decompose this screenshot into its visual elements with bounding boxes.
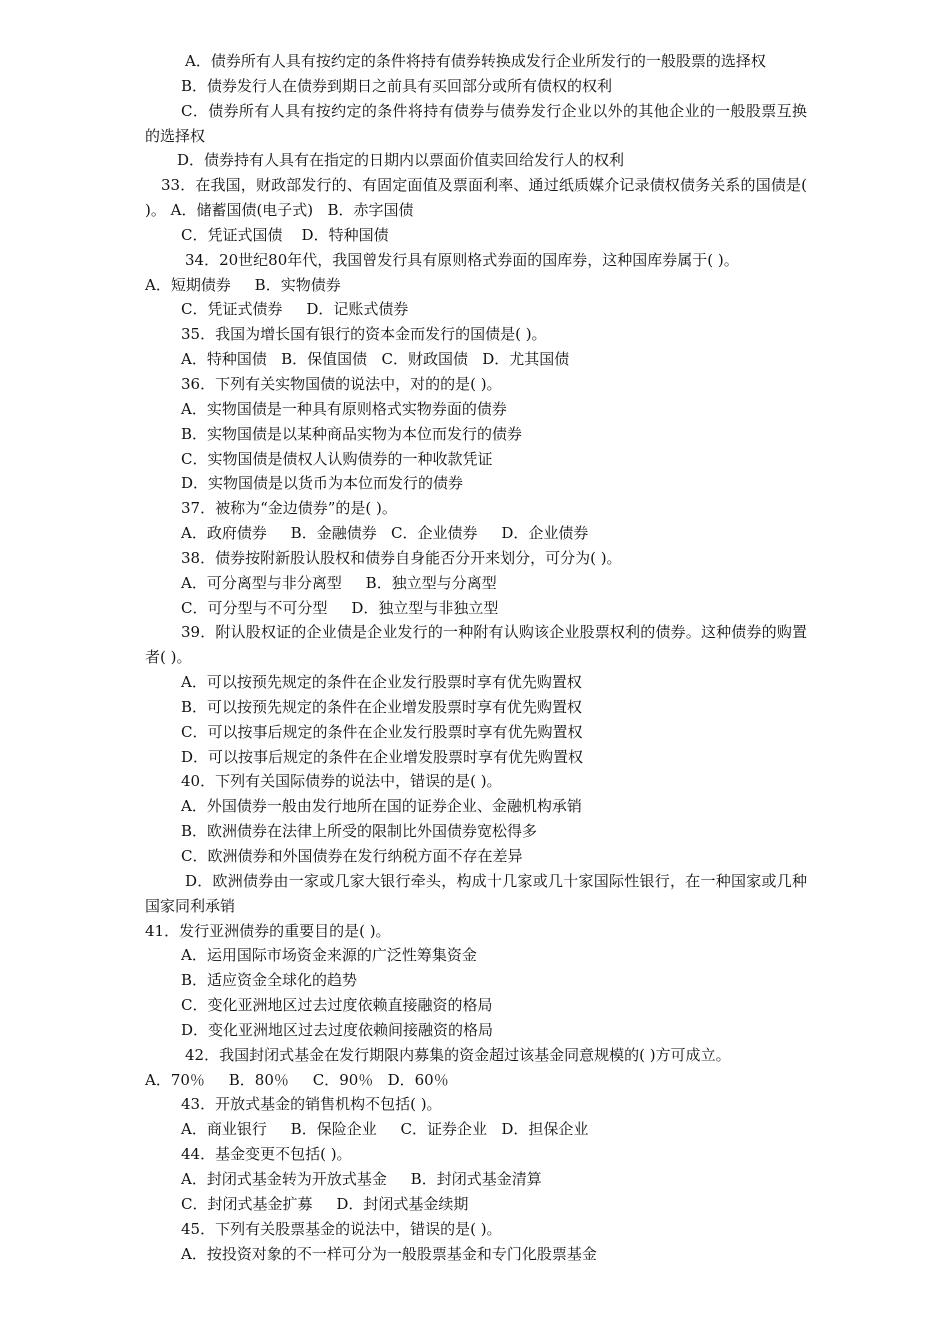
option-line: C．可分型与不可分型 D．独立型与非独立型 [181,598,499,617]
option-line: A．短期债券 B．实物债券 [145,275,341,294]
question-line: 42．我国封闭式基金在发行期限内募集的资金超过该基金同意规模的( )方可成立。 [185,1045,731,1064]
question-line: 36．下列有关实物国债的说法中，对的的是( )。 [181,374,502,393]
option-line: B．债券发行人在债券到期日之前具有买回部分或所有债权的权利 [181,76,613,95]
question-line: 40．下列有关国际债券的说法中，错误的是( )。 [181,772,502,791]
option-line: B．可以按预先规定的条件在企业增发股票时享有优先购置权 [181,697,583,716]
option-line: A．商业银行 B．保险企业 C．证券企业 D．担保企业 [181,1120,589,1139]
option-line: D．债券持有人具有在指定的日期内以票面价值卖回给发行人的权利 [177,151,625,170]
option-line: B．实物国债是以某种商品实物为本位而发行的债券 [181,424,523,443]
question-line: 45．下列有关股票基金的说法中，错误的是( )。 [181,1219,502,1238]
question-line: 35．我国为增长国有银行的资本金而发行的国债是( )。 [181,325,547,344]
option-line: C．债券所有人具有按约定的条件将持有债券与债券发行企业以外的其他企业的一般股票互换的选择权 [145,101,807,145]
option-line: A．实物国债是一种具有原则格式实物券面的债券 [181,399,507,418]
option-line: A．可以按预先规定的条件在企业发行股票时享有优先购置权 [181,673,582,692]
question-line: 33．在我国，财政部发行的、有固定面值及票面利率、通过纸质媒介记录债权债务关系的国债是( )。 A．储蓄国债(电子式) B．赤字国债 [145,176,812,220]
option-line: A．封闭式基金转为开放式基金 B．封闭式基金清算 [181,1169,542,1188]
option-line: A．政府债券 B．金融债券 C．企业债券 D．企业债券 [181,524,589,543]
option-line: C．变化亚洲地区过去过度依赖直接融资的格局 [181,996,493,1015]
question-line: 34．20世纪80年代，我国曾发行具有原则格式券面的国库券，这种国库券属于( )。 [185,250,739,269]
option-line: A．运用国际市场资金来源的广泛性筹集资金 [181,946,477,965]
question-line: 39．附认股权证的企业债是企业发行的一种附有认购该企业股票权利的债券。这种债券的购置者( )。 [145,623,807,667]
question-line: 38．债券按附新股认股权和债券自身能否分开来划分，可分为( )。 [181,548,622,567]
option-line: C．封闭式基金扩募 D．封闭式基金续期 [181,1194,469,1213]
option-line: D．欧洲债券由一家或几家大银行牵头，构成十几家或几十家国际性银行，在一种国家或几种国家同利承销 [145,871,807,915]
option-line: B．欧洲债券在法律上所受的限制比外国债券宽松得多 [181,822,538,841]
option-line: A．可分离型与非分离型 B．独立型与分离型 [181,573,497,592]
question-line: 41．发行亚洲债券的重要目的是( )。 [145,921,391,940]
option-line: A．债券所有人具有按约定的条件将持有债券转换成发行企业所发行的一般股票的选择权 [185,52,766,70]
option-line: A．外国债券一般由发行地所在国的证券企业、金融机构承销 [181,797,582,816]
option-line: A．特种国债 B．保值国债 C．财政国债 D．尤其国债 [181,350,570,369]
option-line: B．适应资金全球化的趋势 [181,971,358,990]
option-line: C．可以按事后规定的条件在企业发行股票时享有优先购置权 [181,722,583,741]
question-line: 37．被称为“金边债券”的是( )。 [181,499,397,518]
option-line: D．可以按事后规定的条件在企业增发股票时享有优先购置权 [181,747,584,766]
option-line: A．按投资对象的不一样可分为一般股票基金和专门化股票基金 [181,1244,597,1263]
option-line: D．实物国债是以货币为本位而发行的债券 [181,474,464,493]
question-text-body [145,49,812,1266]
question-line: 44．基金变更不包括( )。 [181,1145,352,1164]
option-line: C．凭证式国债 D．特种国债 [181,225,389,244]
question-line: 43．开放式基金的销售机构不包括( )。 [181,1095,442,1114]
option-line: C．欧洲债券和外国债券在发行纳税方面不存在差异 [181,847,523,865]
option-line: C．实物国债是债权人认购债券的一种收款凭证 [181,449,493,468]
option-line: D．变化亚洲地区过去过度依赖间接融资的格局 [181,1020,494,1039]
option-line: A．70％ B．80％ C．90％ D．60％ [145,1070,449,1089]
option-line: C．凭证式债券 D．记账式债券 [181,300,409,319]
